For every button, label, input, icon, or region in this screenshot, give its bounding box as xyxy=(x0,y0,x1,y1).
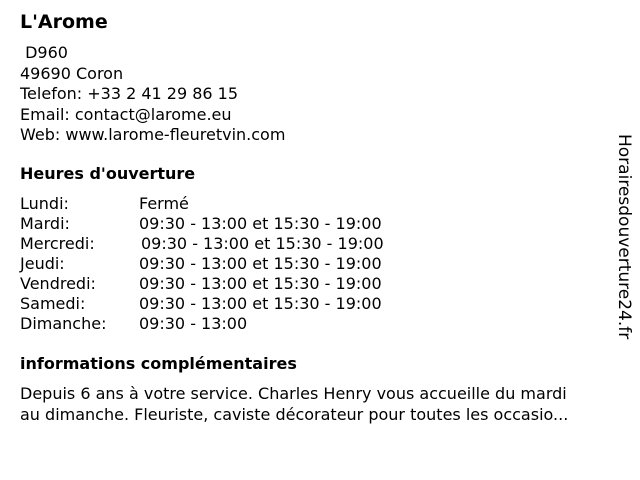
site-watermark: Horairesdouverture24.fr xyxy=(614,134,634,340)
info-heading: informations complémentaires xyxy=(20,354,297,373)
address-block xyxy=(20,43,285,146)
business-name: L'Arome xyxy=(20,11,108,33)
day-label: Mercredi: xyxy=(20,234,95,253)
day-label: Jeudi: xyxy=(20,254,65,273)
email-line: Email: contact@larome.eu xyxy=(20,104,232,124)
address-city: 49690 Coron xyxy=(20,63,124,83)
info-line-2: au dimanche. Fleuriste, caviste décorateur pour toutes les occasio... xyxy=(20,404,569,424)
web-line: Web: www.larome-fleuretvin.com xyxy=(20,125,286,144)
day-label: Mardi: xyxy=(20,214,70,233)
opening-time: 09:30 - 13:00 et 15:30 - 19:00 xyxy=(139,254,382,273)
info-line-1: Depuis 6 ans à votre service. Charles Henry vous accueille du mardi xyxy=(20,384,567,403)
address-street: D960 xyxy=(20,43,68,62)
opening-time: 09:30 - 13:00 xyxy=(139,314,248,333)
day-label: Samedi: xyxy=(20,294,86,313)
opening-time: 09:30 - 13:00 et 15:30 - 19:00 xyxy=(139,274,382,293)
day-label: Dimanche: xyxy=(20,314,107,333)
day-label: Lundi: xyxy=(20,194,69,213)
day-label: Vendredi: xyxy=(20,274,96,293)
opening-time: 09:30 - 13:00 et 15:30 - 19:00 xyxy=(139,214,382,233)
opening-time: 09:30 - 13:00 et 15:30 - 19:00 xyxy=(139,294,382,313)
opening-time: 09:30 - 13:00 et 15:30 - 19:00 xyxy=(141,234,384,253)
hours-heading: Heures d'ouverture xyxy=(20,164,196,183)
opening-time: Fermé xyxy=(139,194,189,213)
phone-line: Telefon: +33 2 41 29 86 15 xyxy=(20,84,239,103)
info-description xyxy=(20,384,620,425)
